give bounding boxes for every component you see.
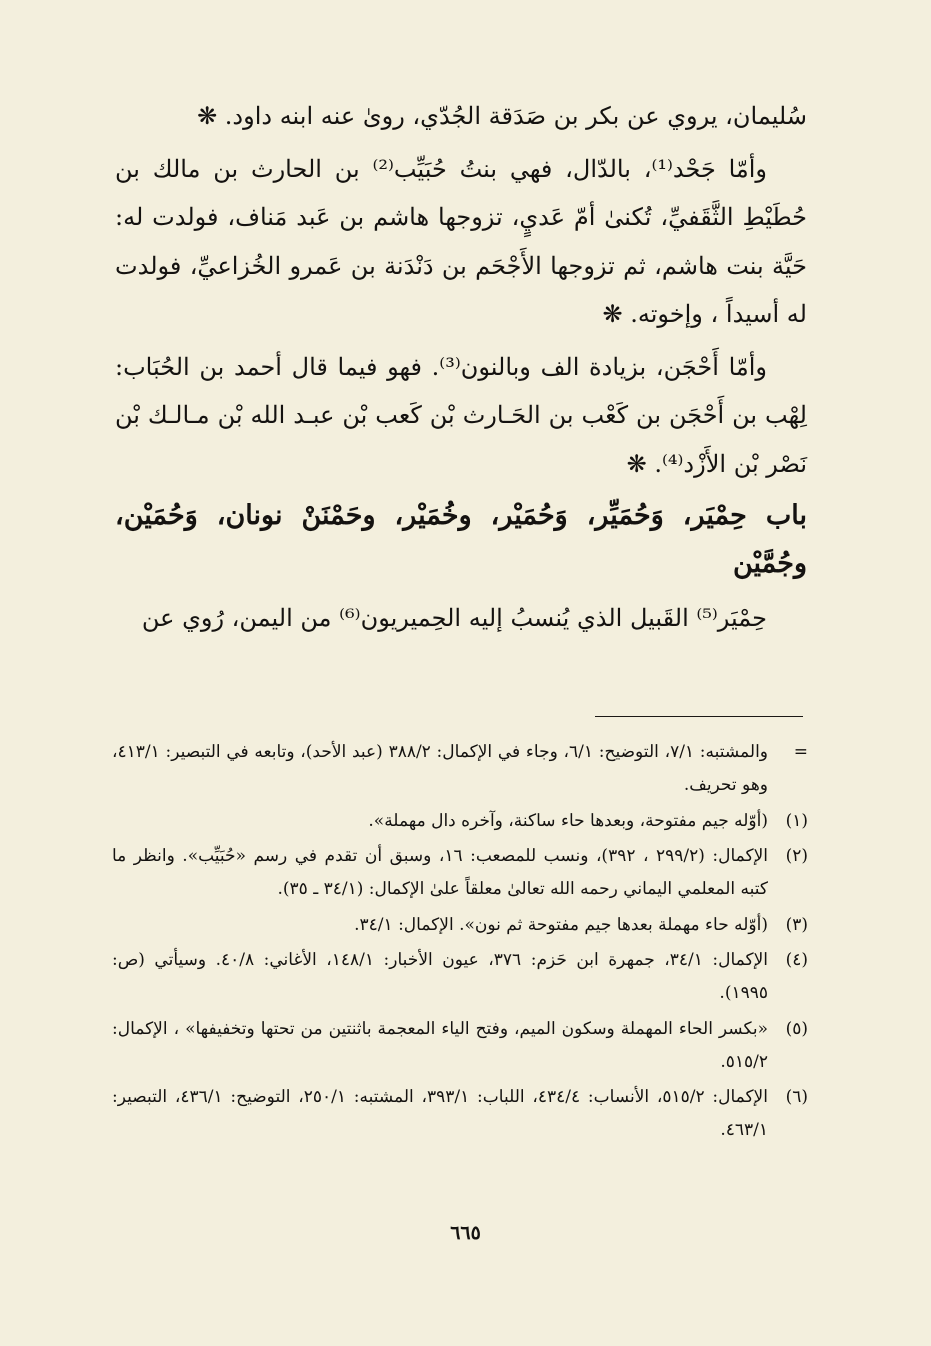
paragraph-1: سُليمان، يروي عن بكر بن صَدَقة الجُدّي، روىٰ عنه ابنه داود. ❋ <box>197 102 807 130</box>
footnote-text: الإكمال: (٢٩٩/٢ ، ٣٩٢)، ونسب للمصعب: ١٦، وسبق أن تقدم في رسم «حُبَيِّب». وانظر ما كتبه المعلمي اليماني رحمه الله تعالىٰ معلقاً علىٰ الإكمال: (٣٤/١ ـ ٣٥). <box>112 846 768 899</box>
footnote-2 <box>112 840 808 906</box>
footnote-text: (أوّله جيم مفتوحة، وبعدها حاء ساكنة، وآخره دال مهملة». <box>368 810 768 831</box>
footnote-continued <box>112 736 808 802</box>
footnote-marker: (٦) <box>785 1087 808 1107</box>
footnote-1 <box>112 805 808 838</box>
paragraph-jahd: وأمّا جَحْد⁽¹⁾، بالدّال، فهي بنتُ حُبَيِّب⁽²⁾ بن الحارث بن مالك بن حُطَيْطِ الثَّقَفيِّ، تُكنىٰ أمّ عَديٍ، تزوجها هاشم بن عَبد مَناف، فولدت له: حَيَّة بنت هاشم، ثم تزوجها الأَجْحَم بن دَنْدَنة بن عَمرو الخُزاعيِّ، فولدت له أسيداً ، وإخوته. ❋ <box>115 154 807 328</box>
section-heading: باب حِمْيَر، وَحُمَيِّر، وَحُمَيْر، وخُمَيْر، وحَمْنَنْ نونان، وَحُمَيْن، وجُمَّيْن <box>115 500 807 579</box>
paragraph-ahjan: وأمّا أَحْجَن، بزيادة الف وبالنون⁽³⁾. فهو فيما قال أحمد بن الحُبَاب: لِهْب بن أَحْجَن بن كَعْب بن الحَـارث بْن كَعب بْن عبـد الله بْن مـالـك بْن نَصْر بْن الأَزْد⁽⁴⁾. ❋ <box>115 352 807 478</box>
footnote-marker: (٣) <box>785 914 808 935</box>
footnote-3 <box>112 909 808 942</box>
footnote-marker: (٤) <box>785 950 808 970</box>
footnote-marker: (٢) <box>785 846 808 866</box>
footnote-4 <box>112 944 808 1010</box>
footnote-6 <box>112 1081 808 1147</box>
main-text <box>115 92 807 647</box>
footnote-5 <box>112 1013 808 1079</box>
page-number: ٦٦٥ <box>450 1222 481 1244</box>
paragraph-himyar: حِمْيَر⁽⁵⁾ القَبيل الذي يُنسبُ إليه الحِميريون⁽⁶⁾ من اليمن، رُوي عن <box>141 604 767 632</box>
footnotes <box>112 736 808 1150</box>
footnote-text: «بكسر الحاء المهملة وسكون الميم، وفتح الياء المعجمة باثنتين من تحتها وتخفيفها» ، الإكمال: ٥١٥/٢. <box>112 1018 768 1072</box>
footnote-marker: (١) <box>785 810 808 831</box>
footnote-text: الإكمال: ٥١٥/٢، الأنساب: ٤٣٤/٤، اللباب: ٣٩٣/١، المشتبه: ٢٥٠/١، التوضيح: ٤٣٦/١، التبصير: ٤٦٣/١. <box>112 1087 768 1140</box>
footnote-text: (أوّله حاء مهملة بعدها جيم مفتوحة ثم نون». الإكمال: ٣٤/١. <box>354 914 768 935</box>
footnote-marker: (٥) <box>785 1018 808 1039</box>
footnote-marker: = <box>793 742 808 762</box>
footnote-divider <box>595 716 803 717</box>
footnote-text: الإكمال: ٣٤/١، جمهرة ابن حَزم: ٣٧٦، عيون الأخبار: ١٤٨/١، الأغاني: ٤٠/٨. وسيأتي (ص: ١٩٩٥). <box>112 950 768 1003</box>
footnote-text: والمشتبه: ٧/١، التوضيح: ٦/١، وجاء في الإكمال: ٣٨٨/٢ (عبد الأحد)، وتابعه في التبصير: ٤١٣/١، وهو تحريف. <box>112 742 768 795</box>
